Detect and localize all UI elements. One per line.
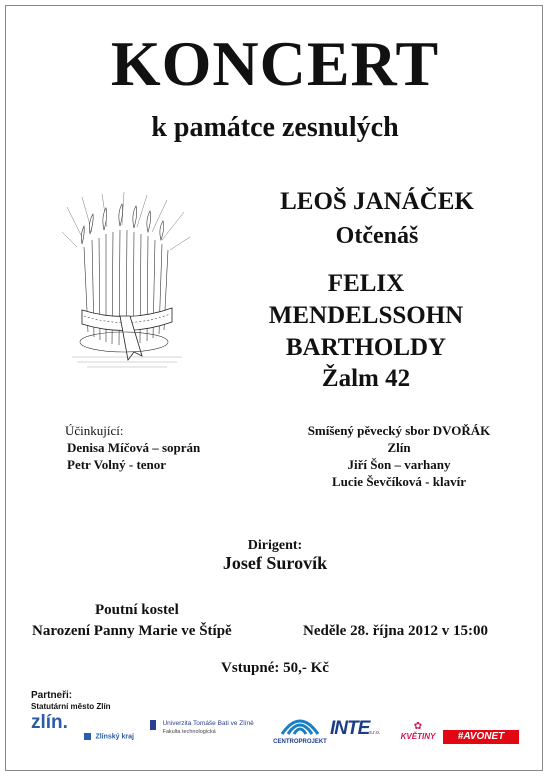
kvetiny-logo [396, 722, 440, 741]
performer-line: Smíšený pěvecký sbor DVOŘÁK [307, 423, 491, 438]
inte-text: INTE [330, 718, 370, 739]
candles-illustration [62, 192, 192, 377]
inte-suffix: s.r.o. [369, 730, 381, 736]
partners-label: Partneři: [31, 690, 73, 701]
performer-line: Jiří Šon – varhany [347, 457, 451, 472]
work-zalm-42: Žalm 42 [321, 365, 411, 392]
admission-fee: Vstupné: 50,- Kč [221, 660, 329, 676]
composer-line: MENDELSSOHN [268, 302, 464, 329]
zlinsky-kraj-logo [84, 728, 134, 746]
poster-title: KONCERT [110, 28, 440, 99]
performers-right [285, 422, 513, 490]
avonet-hash-icon: # [457, 731, 464, 742]
venue-line1: Poutní kostel [95, 602, 179, 618]
performer-line: Petr Volný - tenor [67, 457, 167, 472]
utb-icon [150, 720, 156, 730]
composer-line: BARTHOLDY [285, 334, 447, 361]
utb-logo [150, 720, 254, 738]
event-datetime: Neděle 28. října 2012 v 15:00 [303, 623, 488, 639]
avonet-logo [443, 730, 519, 744]
performers-left [65, 422, 200, 473]
conductor-label: Dirigent: [247, 538, 303, 553]
avonet-text: AVONET [463, 731, 505, 742]
zlin-logo: zlín. [31, 712, 68, 733]
performers-label: Účinkující: [65, 423, 124, 438]
composer-janacek: LEOŠ JANÁČEK [280, 188, 474, 215]
performer-line: Zlín [387, 440, 411, 455]
utb-text: Univerzita Tomáše Bati ve Zlíně [162, 720, 254, 727]
utb-faculty-text: Fakulta technologická [162, 729, 216, 735]
work-otcenas: Otčenáš [335, 223, 419, 249]
flower-icon: ✿ [413, 721, 423, 732]
partners-sublabel: Statutární město Zlín [31, 702, 111, 711]
performer-line: Lucie Ševčíková - klavír [332, 474, 466, 489]
composer-line: FELIX [327, 270, 405, 297]
performer-line: Denisa Míčová – soprán [67, 440, 201, 455]
poster-subtitle: k památce zesnulých [151, 112, 399, 143]
inte-logo [330, 718, 380, 740]
centroprojekt-logo [272, 714, 328, 745]
conductor-name: Josef Surovík [222, 553, 328, 573]
zlinsky-kraj-text: Zlínský kraj [95, 733, 134, 741]
zlinsky-kraj-icon [84, 733, 91, 740]
venue-line2: Narození Panny Marie ve Štípě [32, 623, 232, 639]
centroprojekt-text: CENTROPROJEKT [273, 739, 327, 745]
centroprojekt-icon [280, 714, 320, 736]
kvetiny-text: KVĚTINY [400, 732, 436, 741]
composer-mendelssohn [248, 268, 484, 364]
